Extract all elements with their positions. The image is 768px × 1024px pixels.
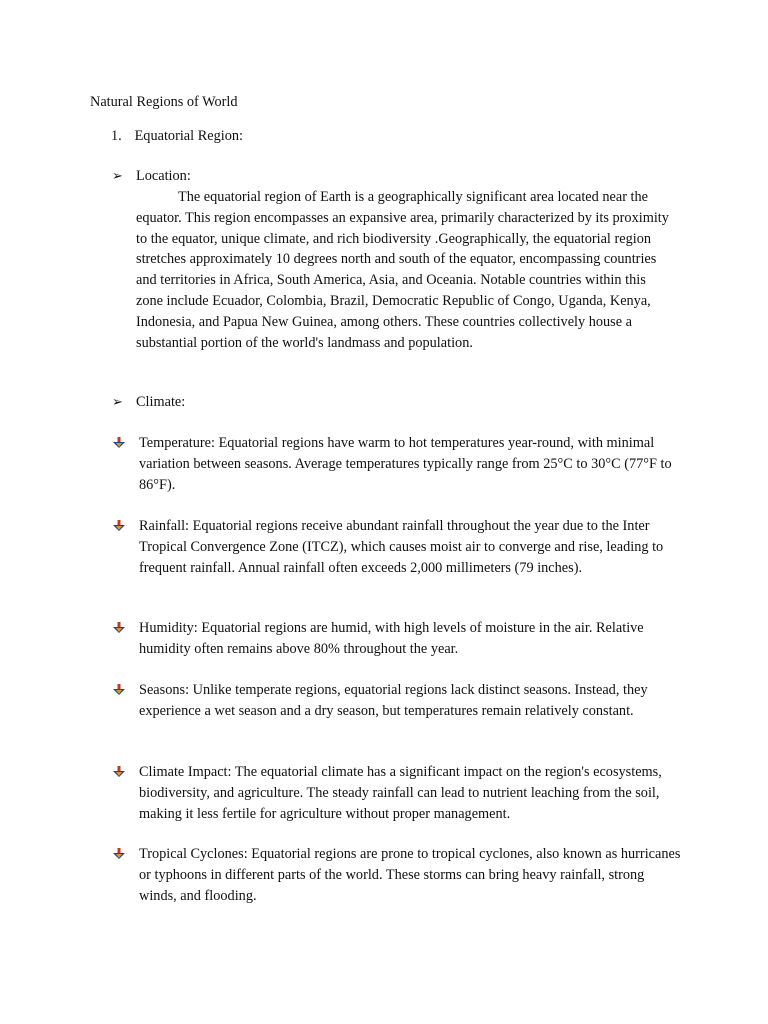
climate-item-text: Temperature: Equatorial regions have warm to hot temperatures year-round, with minimal variation between seasons. Average temperatures typically range from 25°C to 30°C (77°F to 86°F). — [139, 435, 672, 493]
location-paragraph: The equatorial region of Earth is a geographically significant area located near the equator. This region encompasses an expansive area, primarily characterized by its proximity to the equator, unique climate, and rich biodiversity .Geographically, the equatorial region stretches approximately 10 degrees north and south of the equator, encompassing countries and territories in Africa, South America, Asia, and Oceania. Notable countries within this zone include Ecuador, Colombia, Brazil, Democratic Republic of Congo, Uganda, Kenya, Indonesia, and Papua New Guinea, among others. These countries collectively house a substantial portion of the world's landmass and population. — [136, 189, 669, 351]
climate-item-temperature — [112, 433, 682, 495]
climate-item-text: Humidity: Equatorial regions are humid, with high levels of moisture in the air. Relative humidity often remains above 80% throughout the year. — [139, 620, 644, 657]
climate-label: Climate: — [136, 394, 186, 410]
down-arrow-bullet-icon — [113, 766, 125, 778]
arrowhead-bullet-icon: ➢ — [112, 394, 123, 409]
climate-item-text: Climate Impact: The equatorial climate has a significant impact on the region's ecosystems, biodiversity, and agriculture. The steady rainfall can lead to nutrient leaching from the soil, making it less fertile for agriculture without proper management. — [139, 764, 662, 822]
down-arrow-bullet-icon — [113, 684, 125, 696]
section-heading — [111, 126, 243, 147]
climate-item-text: Rainfall: Equatorial regions receive abundant rainfall throughout the year due to the Inter Tropical Convergence Zone (ITCZ), which causes moist air to converge and rise, leading to frequent rainfall. Annual rainfall often exceeds 2,000 millimeters (79 inches). — [139, 518, 664, 576]
climate-heading — [112, 392, 185, 413]
climate-item-rainfall — [112, 516, 682, 578]
down-arrow-bullet-icon — [113, 622, 125, 634]
climate-item-text: Tropical Cyclones: Equatorial regions are prone to tropical cyclones, also known as hurricanes or typhoons in different parts of the world. These storms can bring heavy rainfall, strong winds, and flooding. — [139, 846, 681, 904]
climate-item-seasons — [112, 680, 682, 722]
down-arrow-bullet-icon — [113, 848, 125, 860]
climate-item-humidity — [112, 618, 682, 660]
climate-item-cyclones — [112, 844, 682, 906]
arrowhead-bullet-icon: ➢ — [112, 168, 123, 183]
climate-item-impact — [112, 762, 682, 824]
document-title: Natural Regions of World — [90, 94, 238, 110]
section-number: 1. — [111, 128, 122, 144]
location-label: Location: — [136, 168, 191, 184]
down-arrow-bullet-icon — [113, 520, 125, 532]
location-heading — [112, 166, 191, 187]
climate-item-text: Seasons: Unlike temperate regions, equatorial regions lack distinct seasons. Instead, they experience a wet season and a dry season, but temperatures remain relatively constant. — [139, 682, 648, 719]
section-title: Equatorial Region: — [134, 128, 243, 144]
down-arrow-bullet-icon — [113, 437, 125, 449]
